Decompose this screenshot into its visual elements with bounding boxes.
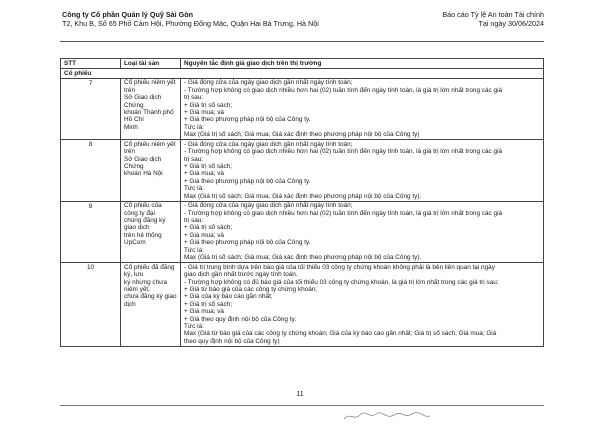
principle-line: + Giá trị sổ sách; — [184, 101, 233, 109]
principle-line: + Giá theo quy định nội bộ của Công ty. — [184, 315, 296, 323]
row-asset-type — [121, 140, 181, 201]
principle-line: Tức là: — [184, 185, 204, 193]
principle-line: Tức là: — [184, 322, 204, 330]
page-number: 11 — [296, 391, 304, 398]
row-stt: 8 — [61, 140, 121, 201]
valuation-table — [60, 58, 544, 347]
header-stt: STT — [61, 59, 121, 69]
row-asset-type — [121, 78, 181, 139]
principle-line: + Giá mua; và — [184, 308, 224, 316]
row-stt: 9 — [61, 201, 121, 262]
table-row — [61, 140, 544, 201]
asset-type-line: Sở Giao dịch Chứng — [124, 94, 162, 109]
principle-line: + Giá mua; và — [184, 231, 224, 239]
asset-type-line: trên hệ thống UpCom — [124, 231, 162, 247]
principle-line: + Giá trị sổ sách; — [184, 300, 233, 308]
asset-type-line: Cổ phiếu của công ty đại — [124, 202, 162, 217]
principle-line: + Giá mua; và — [184, 109, 224, 116]
asset-type-line: Cổ phiếu đã đăng ký, lưu — [124, 263, 175, 279]
row-stt: 7 — [61, 78, 121, 139]
principle-line: - Giá đóng cửa của ngày giao dịch gần nhất ngày tính toán; — [184, 140, 353, 148]
asset-type-line: chúng đăng ký giao dịch — [124, 217, 166, 232]
row-principle — [181, 140, 544, 201]
asset-type-line: Cổ phiếu niêm yết trên — [124, 79, 176, 94]
principle-line: Max (Giá từ báo giá của các công ty chứng khoán; Giá của kỳ báo cáo gần nhất; Giá trị sổ sách; Giá mua; Giá — [184, 330, 497, 338]
company-name: Công ty Cổ phần Quản lý Quỹ Sài Gòn — [62, 10, 193, 19]
principle-line: - Giá đóng cửa của ngày giao dịch gần nhất ngày tính toán; — [184, 202, 353, 210]
header-divider — [60, 41, 544, 42]
principle-line: Max (Giá trị sổ sách; Giá mua; Giá xác định theo phương pháp nội bộ của Công ty) — [184, 131, 420, 139]
table-row — [61, 78, 544, 139]
table-row — [61, 201, 544, 262]
principle-line: + Giá trị sổ sách; — [184, 163, 233, 171]
asset-type-line: khoán Thành phố Hồ Chí — [124, 109, 174, 124]
report-header — [442, 10, 544, 28]
principle-line: + Giá từ báo giá của các công ty chứng khoán; — [184, 285, 318, 293]
principle-line: + Giá theo phương pháp nội bộ của Công ty. — [184, 239, 311, 247]
principle-line: + Giá theo phương pháp nội bộ của Công ty. — [184, 177, 311, 185]
report-date: Tại ngày 30/06/2024 — [478, 19, 544, 28]
principle-line: trị sau: — [184, 217, 204, 225]
report-title: Báo cáo Tỷ lệ An toàn Tài chính — [442, 10, 544, 19]
principle-line: - Trường hợp không có giao dịch nhiều hơn hai (02) tuần tính đến ngày tính toán, là giá trị lớn nhất trong các giá — [184, 209, 503, 217]
principle-line: + Giá theo phương pháp nội bộ của Công ty. — [184, 116, 311, 124]
handwritten-mark — [342, 410, 432, 422]
asset-type-line: khoán Hà Nội — [124, 170, 163, 178]
principle-line: - Giá trị trung bình dựa trên báo giá của tối thiểu 03 công ty chứng khoán không phải là bên liên quan tại ngày — [184, 263, 495, 271]
principle-line: - Trường hợp không có đủ báo giá của tối thiểu 03 công ty chứng khoán, là giá trị lớn nhất trong các giá trị sau: — [184, 278, 499, 286]
principle-line: giao dịch gần nhất trước ngày tính toán. — [184, 271, 298, 279]
principle-line: Max (Giá trị sổ sách; Giá mua; Giá xác định theo phương pháp nội bộ của Công ty). — [184, 254, 422, 262]
header-principle: Nguyên tắc định giá giao dịch trên thị trường — [181, 59, 544, 69]
header-asset-type: Loại tài sản — [121, 59, 181, 69]
table-row — [61, 263, 544, 347]
company-address: T2, Khu B, Số 65 Phố Cảm Hội, Phường Đống Mác, Quận Hai Bà Trưng, Hà Nội — [62, 19, 319, 28]
asset-type-line: Minh — [124, 123, 138, 131]
row-asset-type — [121, 201, 181, 262]
row-stt: 10 — [61, 263, 121, 347]
principle-line: + Giá trị sổ sách; — [184, 224, 233, 232]
asset-type-line: ký nhưng chưa niêm yết, — [124, 278, 168, 293]
principle-line: - Trường hợp không có giao dịch nhiều hơn hai (02) tuần tính đến ngày tính toán, là giá trị lớn nhất trong các giá — [184, 86, 503, 94]
asset-type-line: chưa đăng ký giao dịch — [124, 293, 177, 308]
principle-line: - Trường hợp không có giao dịch nhiều hơn hai (02) tuần tính đến ngày tính toán, là giá trị lớn nhất trong các giá — [184, 148, 503, 156]
row-principle — [181, 263, 544, 347]
asset-type-line: Cổ phiếu niêm yết trên — [124, 140, 176, 156]
principle-line: Max (Giá trị sổ sách; Giá mua; Giá xác định theo phương pháp nội bộ của Công ty). — [184, 192, 422, 200]
principle-line: trị sau: — [184, 94, 204, 102]
principle-line: Tức là: — [184, 246, 204, 254]
table-header-row — [61, 59, 544, 69]
principle-line: - Giá đóng cửa của ngày giao dịch gần nhất ngày tính toán; — [184, 79, 353, 87]
section-label: Cổ phiếu — [61, 69, 544, 79]
footer-divider — [60, 405, 544, 406]
section-row — [61, 69, 544, 79]
principle-line: theo quy định nội bộ của Công ty) — [184, 337, 280, 345]
row-principle — [181, 201, 544, 262]
company-header — [62, 10, 319, 28]
principle-line: trị sau: — [184, 155, 204, 163]
row-principle — [181, 78, 544, 139]
principle-line: + Giá của kỳ báo cáo gần nhất; — [184, 293, 273, 301]
principle-line: + Giá mua; và — [184, 170, 224, 178]
asset-type-line: Sở Giao dịch Chứng — [124, 155, 162, 171]
principle-line: Tức là: — [184, 123, 204, 131]
row-asset-type — [121, 263, 181, 347]
